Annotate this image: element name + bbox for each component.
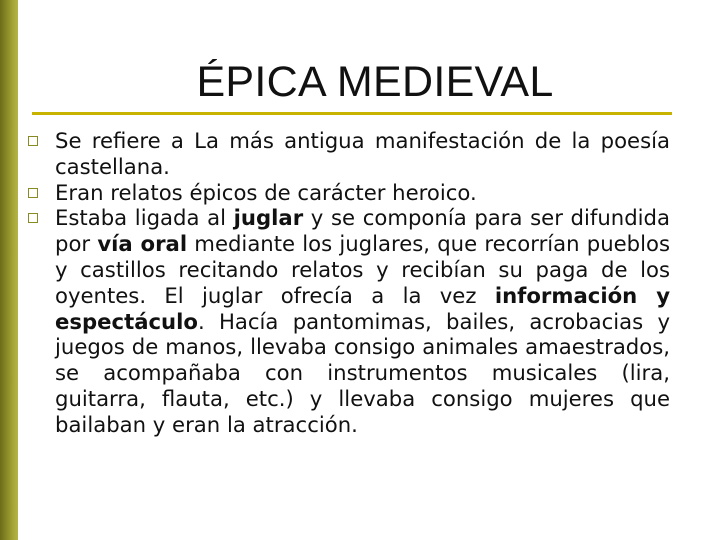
title-underline [32,112,672,115]
side-accent-bar [0,0,18,540]
square-bullet-icon [28,136,38,146]
bullet-item [24,180,670,206]
bullet-text: mediante los juglares, que recorrían pueblos y castillos recitando relatos y recibían su paga de los oyentes. El juglar ofrecía a la vez [55,231,671,308]
bullet-list [24,128,670,438]
square-bullet-icon [28,188,38,198]
bold-term-juglar: juglar [233,205,304,231]
bullet-text: Eran relatos épicos de carácter heroico. [55,179,477,205]
bullet-text: . Hacía pantomimas, bailes, acrobacias y juegos de manos, llevaba consigo animales amaestrados, se acompañaba con instrumentos musicales (lira, guitarra, flauta, etc.) y llevaba consigo mujeres que bailaban y eran la atracción. [55,308,670,437]
square-bullet-icon [28,213,38,223]
slide-title: ÉPICA MEDIEVAL [196,58,554,106]
bold-term-informacion-espectaculo: información y espectáculo [55,282,671,334]
bullet-item [24,205,670,437]
bullet-text: Se refiere a La más antigua manifestación de la poesía castellana. [55,128,670,179]
bold-term-via-oral: vía oral [97,231,188,257]
bullet-text: Estaba ligada al [55,205,234,231]
bullet-item [24,128,670,180]
bullet-text: y se componía para ser difundida por [55,205,670,257]
